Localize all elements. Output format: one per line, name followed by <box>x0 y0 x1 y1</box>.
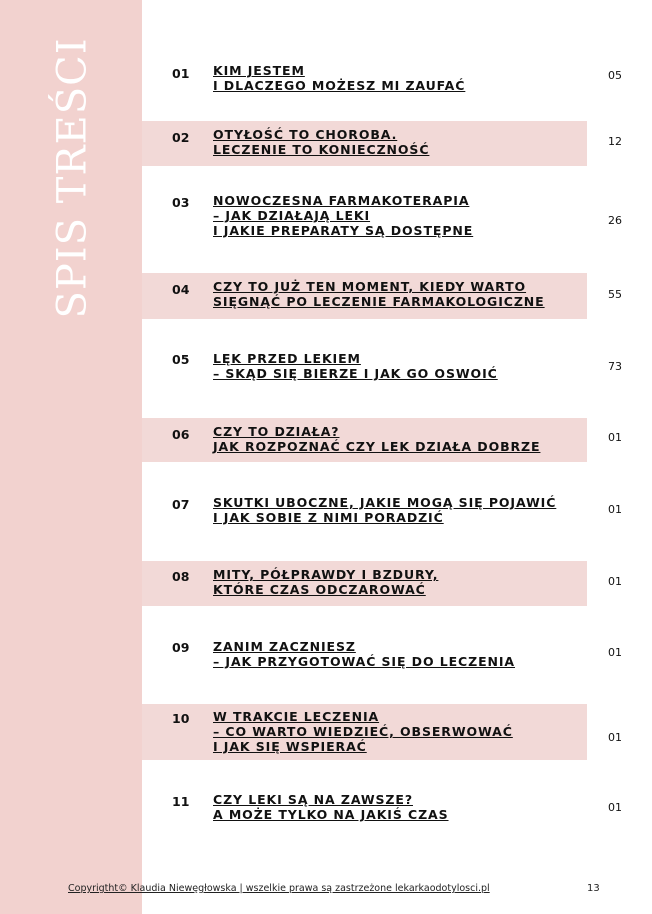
toc-entry-title[interactable] <box>213 495 583 525</box>
toc-entry-title-line[interactable]: OTYŁOŚĆ TO CHOROBA. <box>213 127 398 142</box>
toc-entry[interactable] <box>142 418 622 462</box>
table-of-contents <box>142 0 652 880</box>
toc-entry-number: 11 <box>172 794 190 809</box>
toc-entry-title[interactable] <box>213 351 583 381</box>
toc-entry-page: 12 <box>608 135 622 148</box>
toc-entry-page: 73 <box>608 360 622 373</box>
toc-entry-title-line[interactable]: I JAK SOBIE Z NIMI PORADZIĆ <box>213 510 444 525</box>
toc-entry-title-line[interactable]: KTÓRE CZAS ODCZAROWAĆ <box>213 582 426 597</box>
toc-entry-title[interactable] <box>213 279 583 309</box>
toc-entry-title-line[interactable]: LECZENIE TO KONIECZNOŚĆ <box>213 142 430 157</box>
toc-entry-page: 01 <box>608 431 622 444</box>
toc-entry-title[interactable] <box>213 127 583 157</box>
toc-entry-title-line[interactable]: I JAK SIĘ WSPIERAĆ <box>213 739 367 754</box>
toc-entry-page: 55 <box>608 288 622 301</box>
footer-copyright[interactable]: Copyrigtht© Klaudia Niewęgłowska | wszelkie prawa są zastrzeżone lekarkaodotylosci.pl <box>68 883 490 894</box>
toc-entry[interactable] <box>142 52 622 104</box>
toc-entry-page: 26 <box>608 214 622 227</box>
toc-entry-page: 01 <box>608 646 622 659</box>
toc-entry-title[interactable] <box>213 63 583 93</box>
toc-entry-title[interactable] <box>213 567 583 597</box>
toc-entry-title-line[interactable]: A MOŻE TYLKO NA JAKIŚ CZAS <box>213 807 449 822</box>
toc-entry-title-line[interactable]: KIM JESTEM <box>213 63 305 78</box>
toc-entry-title-line[interactable]: MITY, PÓŁPRAWDY I BZDURY, <box>213 567 439 582</box>
toc-entry-title-line[interactable]: NOWOCZESNA FARMAKOTERAPIA <box>213 193 470 208</box>
toc-entry[interactable] <box>142 273 622 319</box>
toc-entry-title[interactable] <box>213 424 583 454</box>
toc-entry-page: 01 <box>608 503 622 516</box>
toc-entry-page: 05 <box>608 69 622 82</box>
toc-entry-title-line[interactable]: CZY TO JUŻ TEN MOMENT, KIEDY WARTO <box>213 279 527 294</box>
toc-entry[interactable] <box>142 121 622 166</box>
toc-entry-number: 08 <box>172 569 190 584</box>
toc-entry-title[interactable] <box>213 193 583 238</box>
sidebar <box>0 0 142 914</box>
toc-entry-title[interactable] <box>213 792 583 822</box>
toc-entry-number: 10 <box>172 711 190 726</box>
toc-entry-number: 06 <box>172 427 190 442</box>
toc-entry[interactable] <box>142 483 622 543</box>
toc-entry-title-line[interactable]: – CO WARTO WIEDZIEĆ, OBSERWOWAĆ <box>213 724 513 739</box>
toc-entry[interactable] <box>142 704 622 760</box>
toc-entry-title-line[interactable]: CZY TO DZIAŁA? <box>213 424 340 439</box>
toc-entry-title-line[interactable]: – SKĄD SIĘ BIERZE I JAK GO OSWOIĆ <box>213 366 498 381</box>
toc-entry-title-line[interactable]: – JAK PRZYGOTOWAĆ SIĘ DO LECZENIA <box>213 654 515 669</box>
toc-entry[interactable] <box>142 338 622 398</box>
footer-page-number: 13 <box>587 883 600 894</box>
toc-entry-title-line[interactable]: JAK ROZPOZNAĆ CZY LEK DZIAŁA DOBRZE <box>213 439 541 454</box>
toc-entry-title-line[interactable]: SKUTKI UBOCZNE, JAKIE MOGĄ SIĘ POJAWIĆ <box>213 495 557 510</box>
toc-entry-page: 01 <box>608 575 622 588</box>
toc-entry[interactable] <box>142 781 622 841</box>
toc-entry-page: 01 <box>608 731 622 744</box>
sidebar-title-wrap <box>44 37 102 319</box>
toc-entry-number: 03 <box>172 195 190 210</box>
toc-entry-title-line[interactable]: LĘK PRZED LEKIEM <box>213 351 361 366</box>
toc-entry-number: 07 <box>172 497 190 512</box>
toc-entry-title-line[interactable]: ZANIM ZACZNIESZ <box>213 639 356 654</box>
toc-entry-title-line[interactable]: – JAK DZIAŁAJĄ LEKI <box>213 208 371 223</box>
toc-entry[interactable] <box>142 180 622 260</box>
toc-entry-number: 02 <box>172 130 190 145</box>
toc-entry-title-line[interactable]: I DLACZEGO MOŻESZ MI ZAUFAĆ <box>213 78 466 93</box>
toc-entry-title-line[interactable]: I JAKIE PREPARATY SĄ DOSTĘPNE <box>213 223 474 238</box>
toc-entry-page: 01 <box>608 801 622 814</box>
toc-entry-number: 04 <box>172 282 190 297</box>
toc-entry-number: 09 <box>172 640 190 655</box>
toc-entry-number: 05 <box>172 352 190 367</box>
toc-entry-title-line[interactable]: SIĘGNĄĆ PO LECZENIE FARMAKOLOGICZNE <box>213 294 545 309</box>
toc-entry-title[interactable] <box>213 639 583 669</box>
toc-entry-title-line[interactable]: CZY LEKI SĄ NA ZAWSZE? <box>213 792 413 807</box>
sidebar-title: SPIS TREŚCI <box>50 37 97 319</box>
toc-entry[interactable] <box>142 625 622 685</box>
toc-entry[interactable] <box>142 561 622 606</box>
toc-entry-title-line[interactable]: W TRAKCIE LECZENIA <box>213 709 380 724</box>
toc-entry-number: 01 <box>172 66 190 81</box>
toc-entry-title[interactable] <box>213 709 583 754</box>
